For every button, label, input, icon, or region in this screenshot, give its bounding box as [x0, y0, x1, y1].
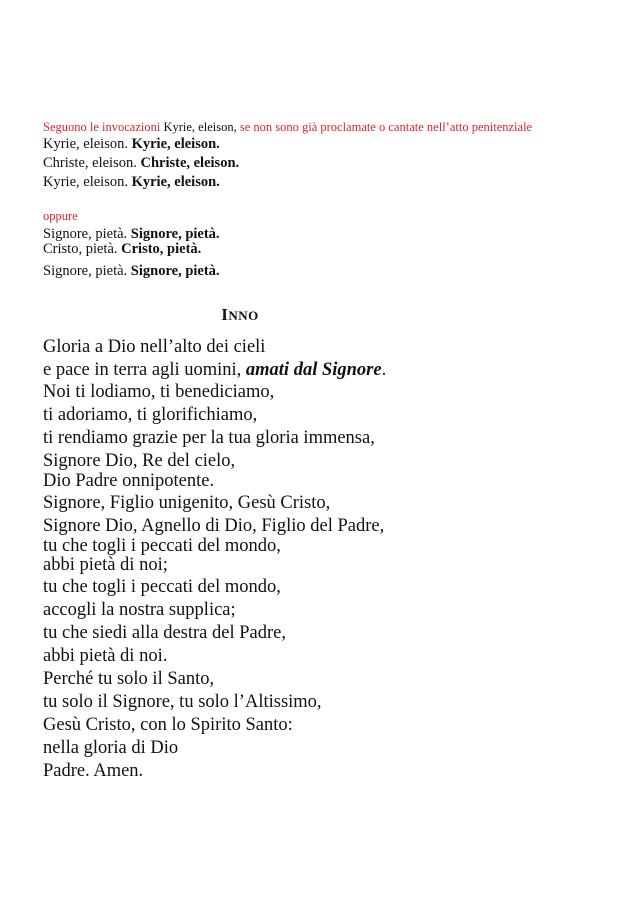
alternative-line [43, 264, 220, 279]
people-response: Cristo, pietà. [121, 241, 202, 257]
hymn-line: Signore, Figlio unigenito, Gesù Cristo, [43, 493, 331, 513]
people-response: Signore, pietà. [130, 263, 220, 279]
hymn-line: tu che togli i peccati del mondo, [43, 577, 281, 597]
hymn-text: . [381, 360, 387, 380]
hymn-line: accogli la nostra supplica; [43, 600, 236, 620]
hymn-line: Signore Dio, Agnello di Dio, Figlio del Padre, [43, 516, 385, 536]
priest-text: Cristo, pietà. [43, 241, 118, 257]
hymn-line: Gesù Cristo, con lo Spirito Santo: [43, 715, 293, 735]
people-response: Signore, pietà. [130, 226, 220, 242]
kyrie-intro [43, 121, 532, 134]
kyrie-line [43, 156, 239, 171]
alternative-line [43, 227, 220, 242]
hymn-line: ti rendiamo grazie per la tua gloria immensa, [43, 428, 375, 448]
hymn-title [0, 305, 480, 325]
hymn-line: nella gloria di Dio [43, 738, 179, 758]
hymn-line: tu solo il Signore, tu solo l’Altissimo, [43, 692, 322, 712]
rubric-text: Seguono le invocazioni [43, 120, 161, 134]
hymn-line [43, 361, 386, 380]
priest-text: Signore, pietà. [43, 226, 128, 242]
hymn-line: Dio Padre onnipotente. [43, 471, 215, 491]
alternative-line [43, 242, 201, 257]
title-rest: NNO [228, 308, 259, 323]
kyrie-line [43, 137, 220, 152]
people-response: Christe, eleison. [140, 155, 240, 171]
invocation-text: Kyrie, eleison, [163, 120, 237, 134]
kyrie-line [43, 175, 220, 190]
title-initial: I [221, 305, 229, 324]
people-response: Kyrie, eleison. [131, 136, 220, 152]
hymn-line: abbi pietà di noi; [43, 555, 168, 575]
hymn-line: Gloria a Dio nell’alto dei cieli [43, 337, 266, 357]
hymn-text: e pace in terra agli uomini, [43, 360, 246, 380]
people-response: Kyrie, eleison. [131, 174, 220, 190]
priest-text: Kyrie, eleison. [43, 174, 128, 190]
hymn-line: Perché tu solo il Santo, [43, 669, 215, 689]
hymn-line: abbi pietà di noi. [43, 646, 168, 666]
hymn-emphasis: amati dal Signore [245, 360, 382, 380]
priest-text: Kyrie, eleison. [43, 136, 128, 152]
priest-text: Christe, eleison. [43, 155, 137, 171]
hymn-line: tu che togli i peccati del mondo, [43, 536, 281, 556]
hymn-line: Signore Dio, Re del cielo, [43, 451, 236, 471]
priest-text: Signore, pietà. [43, 263, 128, 279]
rubric-text: se non sono già proclamate o cantate nell’atto penitenziale [239, 120, 533, 134]
hymn-line: tu che siedi alla destra del Padre, [43, 623, 286, 643]
hymn-line: Noi ti lodiamo, ti benediciamo, [43, 382, 275, 402]
alternative-rubric: oppure [43, 209, 78, 223]
hymn-line: Padre. Amen. [43, 761, 144, 781]
hymn-line: ti adoriamo, ti glorifichiamo, [43, 405, 258, 425]
